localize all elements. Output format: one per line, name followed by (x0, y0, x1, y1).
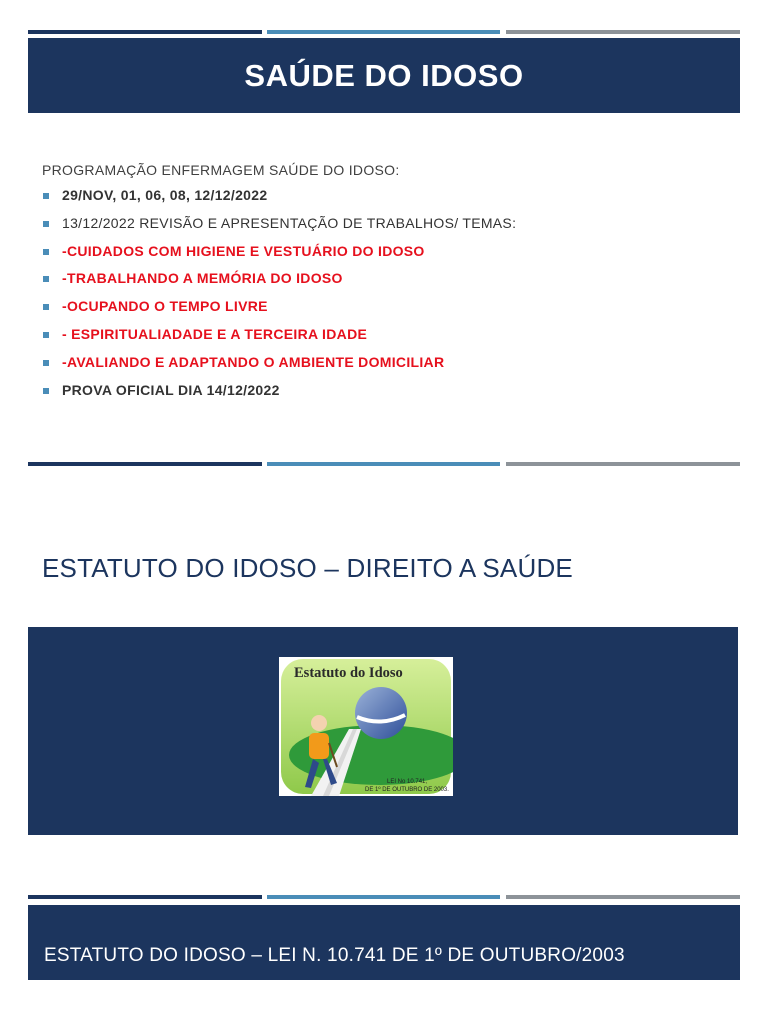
square-bullet-icon (43, 193, 49, 199)
emblem-illustration (279, 657, 453, 796)
list-item-text: 13/12/2022 REVISÃO E APRESENTAÇÃO DE TRABALHOS/ TEMAS: (62, 214, 517, 231)
elderly-man-head (311, 715, 327, 731)
emblem-heading: Estatuto do Idoso (294, 665, 403, 681)
square-bullet-icon (43, 332, 49, 338)
list-item (42, 293, 516, 321)
divider-blue (267, 895, 500, 899)
square-bullet-icon (43, 276, 49, 282)
slide2-title: ESTATUTO DO IDOSO – DIREITO A SAÚDE (42, 553, 573, 583)
emblem-law-line2: DE 1º DE OUTUBRO DE 2003. (365, 787, 449, 793)
list-item (42, 321, 516, 349)
list-item (42, 377, 516, 405)
square-bullet-icon (43, 249, 49, 255)
divider-dark (28, 895, 262, 899)
divider-dark (28, 30, 262, 34)
list-item (42, 265, 516, 293)
slide1-title: SAÚDE DO IDOSO (244, 57, 524, 93)
list-item (42, 349, 516, 377)
list-item-text: -OCUPANDO O TEMPO LIVRE (62, 298, 268, 315)
list-item-text: PROVA OFICIAL DIA 14/12/2022 (62, 381, 280, 398)
divider-gray (506, 30, 740, 34)
square-bullet-icon (43, 360, 49, 366)
list-item (42, 182, 516, 210)
list-item-text: -CUIDADOS COM HIGIENE E VESTUÁRIO DO IDOSO (62, 242, 425, 259)
list-item-text: -TRABALHANDO A MEMÓRIA DO IDOSO (62, 270, 343, 287)
list-item-text: -AVALIANDO E ADAPTANDO O AMBIENTE DOMICILIAR (62, 353, 445, 370)
divider-blue (267, 30, 500, 34)
list-item (42, 210, 516, 238)
schedule-list (42, 182, 516, 404)
divider-dark (28, 462, 262, 466)
square-bullet-icon (43, 304, 49, 310)
list-item-text: - ESPIRITUALIADADE E A TERCEIRA IDADE (62, 325, 368, 342)
emblem-globe (355, 687, 407, 739)
divider-gray (506, 895, 740, 899)
estatuto-emblem-image (279, 657, 453, 796)
emblem-law-line1: LEI No 10.741, (387, 779, 428, 785)
list-item-text: 29/NOV, 01, 06, 08, 12/12/2022 (62, 187, 268, 203)
divider-gray (506, 462, 740, 466)
square-bullet-icon (43, 221, 49, 227)
square-bullet-icon (43, 388, 49, 394)
divider-blue (267, 462, 500, 466)
list-item (42, 238, 516, 266)
schedule-intro: PROGRAMAÇÃO ENFERMAGEM SAÚDE DO IDOSO: (42, 162, 400, 178)
elderly-man-body (309, 733, 329, 759)
slide3-title: ESTATUTO DO IDOSO – LEI N. 10.741 DE 1º DE OUTUBRO/2003 (44, 945, 625, 966)
slide1-title-band (28, 38, 740, 113)
slide3-title-band (28, 905, 740, 980)
